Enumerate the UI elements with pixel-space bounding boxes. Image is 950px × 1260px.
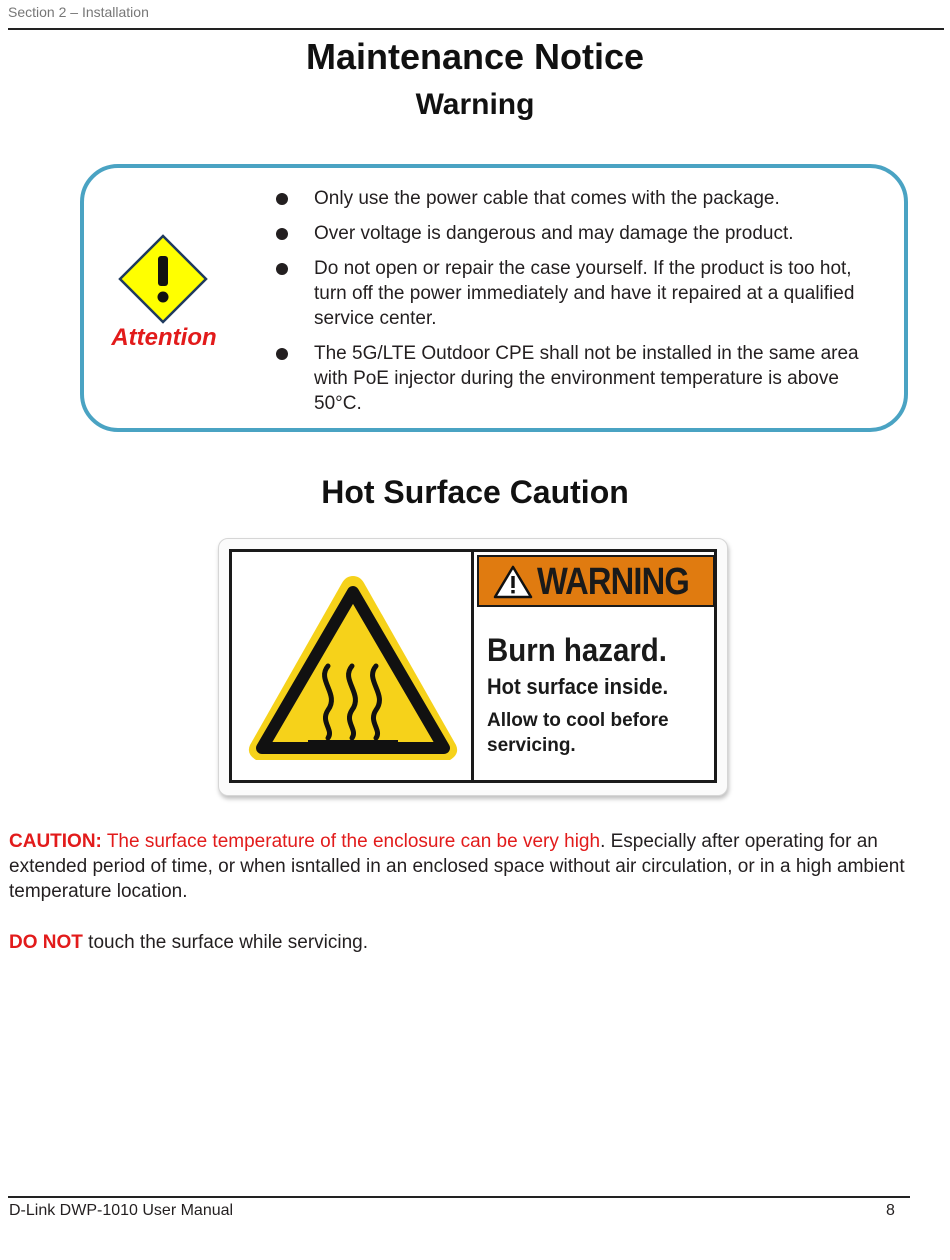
page-title: Maintenance Notice xyxy=(305,36,645,77)
warning-list xyxy=(274,186,874,426)
do-not-paragraph xyxy=(9,930,943,955)
caution-label: CAUTION: xyxy=(9,831,102,852)
warning-triangle-icon xyxy=(493,565,533,599)
sign-symbol-panel xyxy=(232,552,474,780)
list-item xyxy=(274,221,874,246)
section-header: Section 2 – Installation xyxy=(8,4,149,20)
hot-surface-title: Hot Surface Caution xyxy=(321,474,629,510)
sign-warning-header xyxy=(477,555,715,607)
caution-highlight: The surface temperature of the enclosure can be very high xyxy=(106,831,601,852)
bullet-dot xyxy=(276,193,288,205)
attention-label: Attention xyxy=(111,324,217,351)
bullet-dot xyxy=(276,348,288,360)
list-item xyxy=(274,256,874,331)
list-item-text: Do not open or repair the case yourself. If the product is too hot, turn off the power immediately and have it repaired at a qualified service center. xyxy=(314,258,855,329)
bullet-dot xyxy=(276,228,288,240)
sign-line-hot-surface: Hot surface inside. xyxy=(487,674,669,699)
attention-warning-icon xyxy=(118,234,208,324)
caution-paragraph xyxy=(9,829,943,904)
hot-surface-icon xyxy=(242,570,464,766)
burn-hazard-sign xyxy=(218,538,728,796)
sign-line-allow-cool: Allow to cool before servicing. xyxy=(487,710,669,756)
list-item xyxy=(274,186,874,211)
do-not-rest: touch the surface while servicing. xyxy=(82,932,369,953)
caution-rest: . Especially after operating for an extended period of time, or when isntalled in an enclosed space without air circulation, or in a high ambient temperature location. xyxy=(9,831,905,902)
sign-warning-text: WARNING xyxy=(537,561,689,603)
footer-manual-name: D-Link DWP-1010 User Manual xyxy=(9,1202,234,1219)
list-item-text: The 5G/LTE Outdoor CPE shall not be installed in the same area with PoE injector during the environment temperature is above 50°C. xyxy=(314,343,859,414)
bullet-dot xyxy=(276,263,288,275)
list-item-text: Only use the power cable that comes with the package. xyxy=(314,188,780,209)
footer-rule xyxy=(8,1196,910,1198)
header-rule xyxy=(8,28,944,30)
sign-line-burn-hazard: Burn hazard. xyxy=(487,632,667,668)
list-item xyxy=(274,341,874,416)
sign-frame xyxy=(229,549,717,783)
list-item-text: Over voltage is dangerous and may damage the product. xyxy=(314,223,794,244)
do-not-label: DO NOT xyxy=(9,932,83,953)
page-number: 8 xyxy=(886,1202,895,1219)
warning-subtitle: Warning xyxy=(415,88,535,121)
